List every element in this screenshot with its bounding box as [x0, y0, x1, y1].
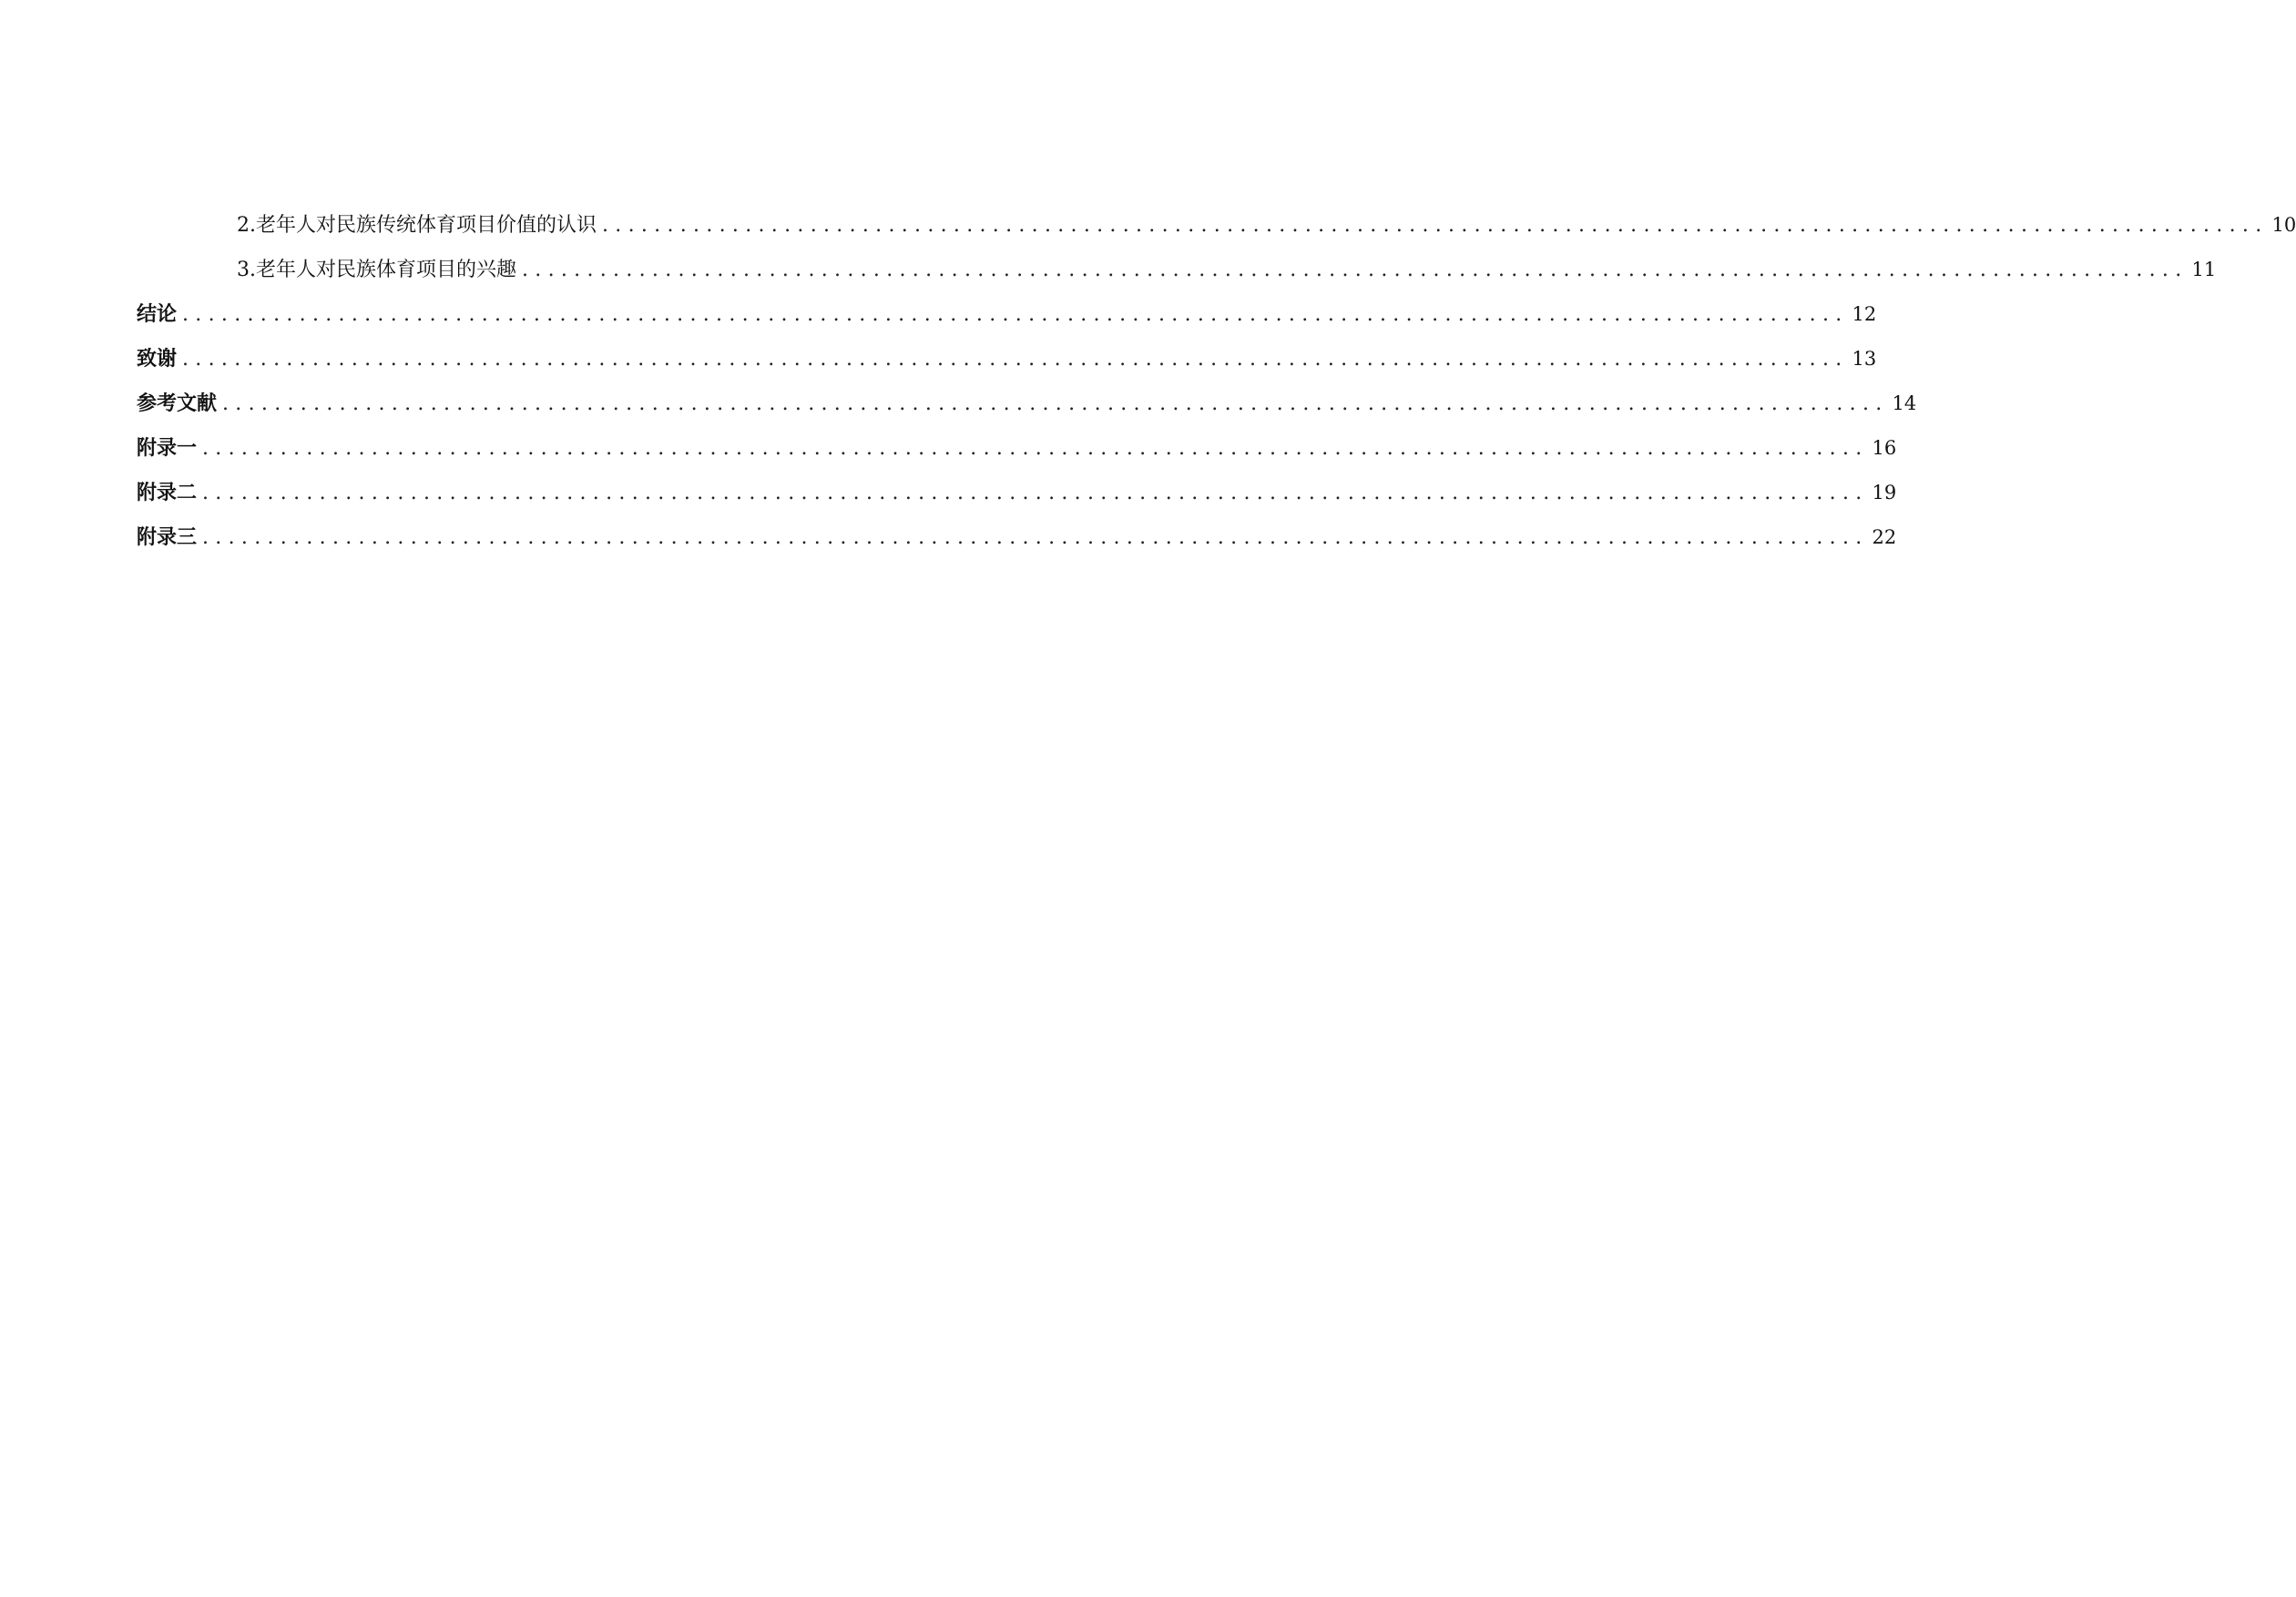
toc-entry-page-number: 16 [1872, 437, 1897, 459]
toc-entry-label: 致谢 [137, 348, 178, 371]
toc-entry-interest[interactable] [137, 256, 2217, 300]
dot-leader: ................................................................................................................................ [202, 437, 1869, 460]
toc-entry-label: 参考文献 [137, 392, 218, 415]
toc-entry-appendix-1[interactable] [137, 434, 1897, 479]
toc-entry-page-number: 14 [1892, 392, 1917, 414]
dot-leader: ................................................................................................................................ [182, 303, 1849, 326]
toc-entry-label: 2.老年人对民族传统体育项目价值的认识 [237, 214, 597, 237]
dot-leader: ................................................................................................................................ [222, 392, 1889, 415]
toc-entry-references[interactable] [137, 390, 1917, 434]
toc-entry-page-number: 22 [1872, 526, 1897, 548]
toc-entry-value-recognition[interactable] [137, 211, 2296, 256]
toc-entry-label: 3.老年人对民族体育项目的兴趣 [237, 259, 516, 281]
toc-entry-page-number: 11 [2191, 259, 2217, 280]
dot-leader: ................................................................................................................................ [602, 214, 2269, 237]
toc-entry-appendix-2[interactable] [137, 479, 1897, 524]
toc-entry-appendix-3[interactable] [137, 524, 1897, 568]
dot-leader: ................................................................................................................................ [202, 482, 1869, 504]
toc-entry-page-number: 10 [2271, 214, 2296, 236]
toc-entry-conclusion[interactable] [137, 300, 1877, 345]
dot-leader: ................................................................................................................................ [522, 259, 2189, 281]
dot-leader: ................................................................................................................................ [202, 526, 1869, 549]
toc-entry-page-number: 13 [1852, 348, 1877, 370]
dot-leader: ................................................................................................................................ [182, 348, 1849, 371]
table-of-contents [137, 211, 2296, 568]
toc-entry-label: 附录二 [137, 482, 198, 504]
toc-entry-label: 附录三 [137, 526, 198, 549]
toc-entry-acknowledgements[interactable] [137, 345, 1877, 390]
toc-entry-page-number: 12 [1852, 303, 1877, 325]
toc-entry-label: 结论 [137, 303, 178, 326]
toc-entry-page-number: 19 [1872, 482, 1897, 504]
toc-entry-label: 附录一 [137, 437, 198, 460]
